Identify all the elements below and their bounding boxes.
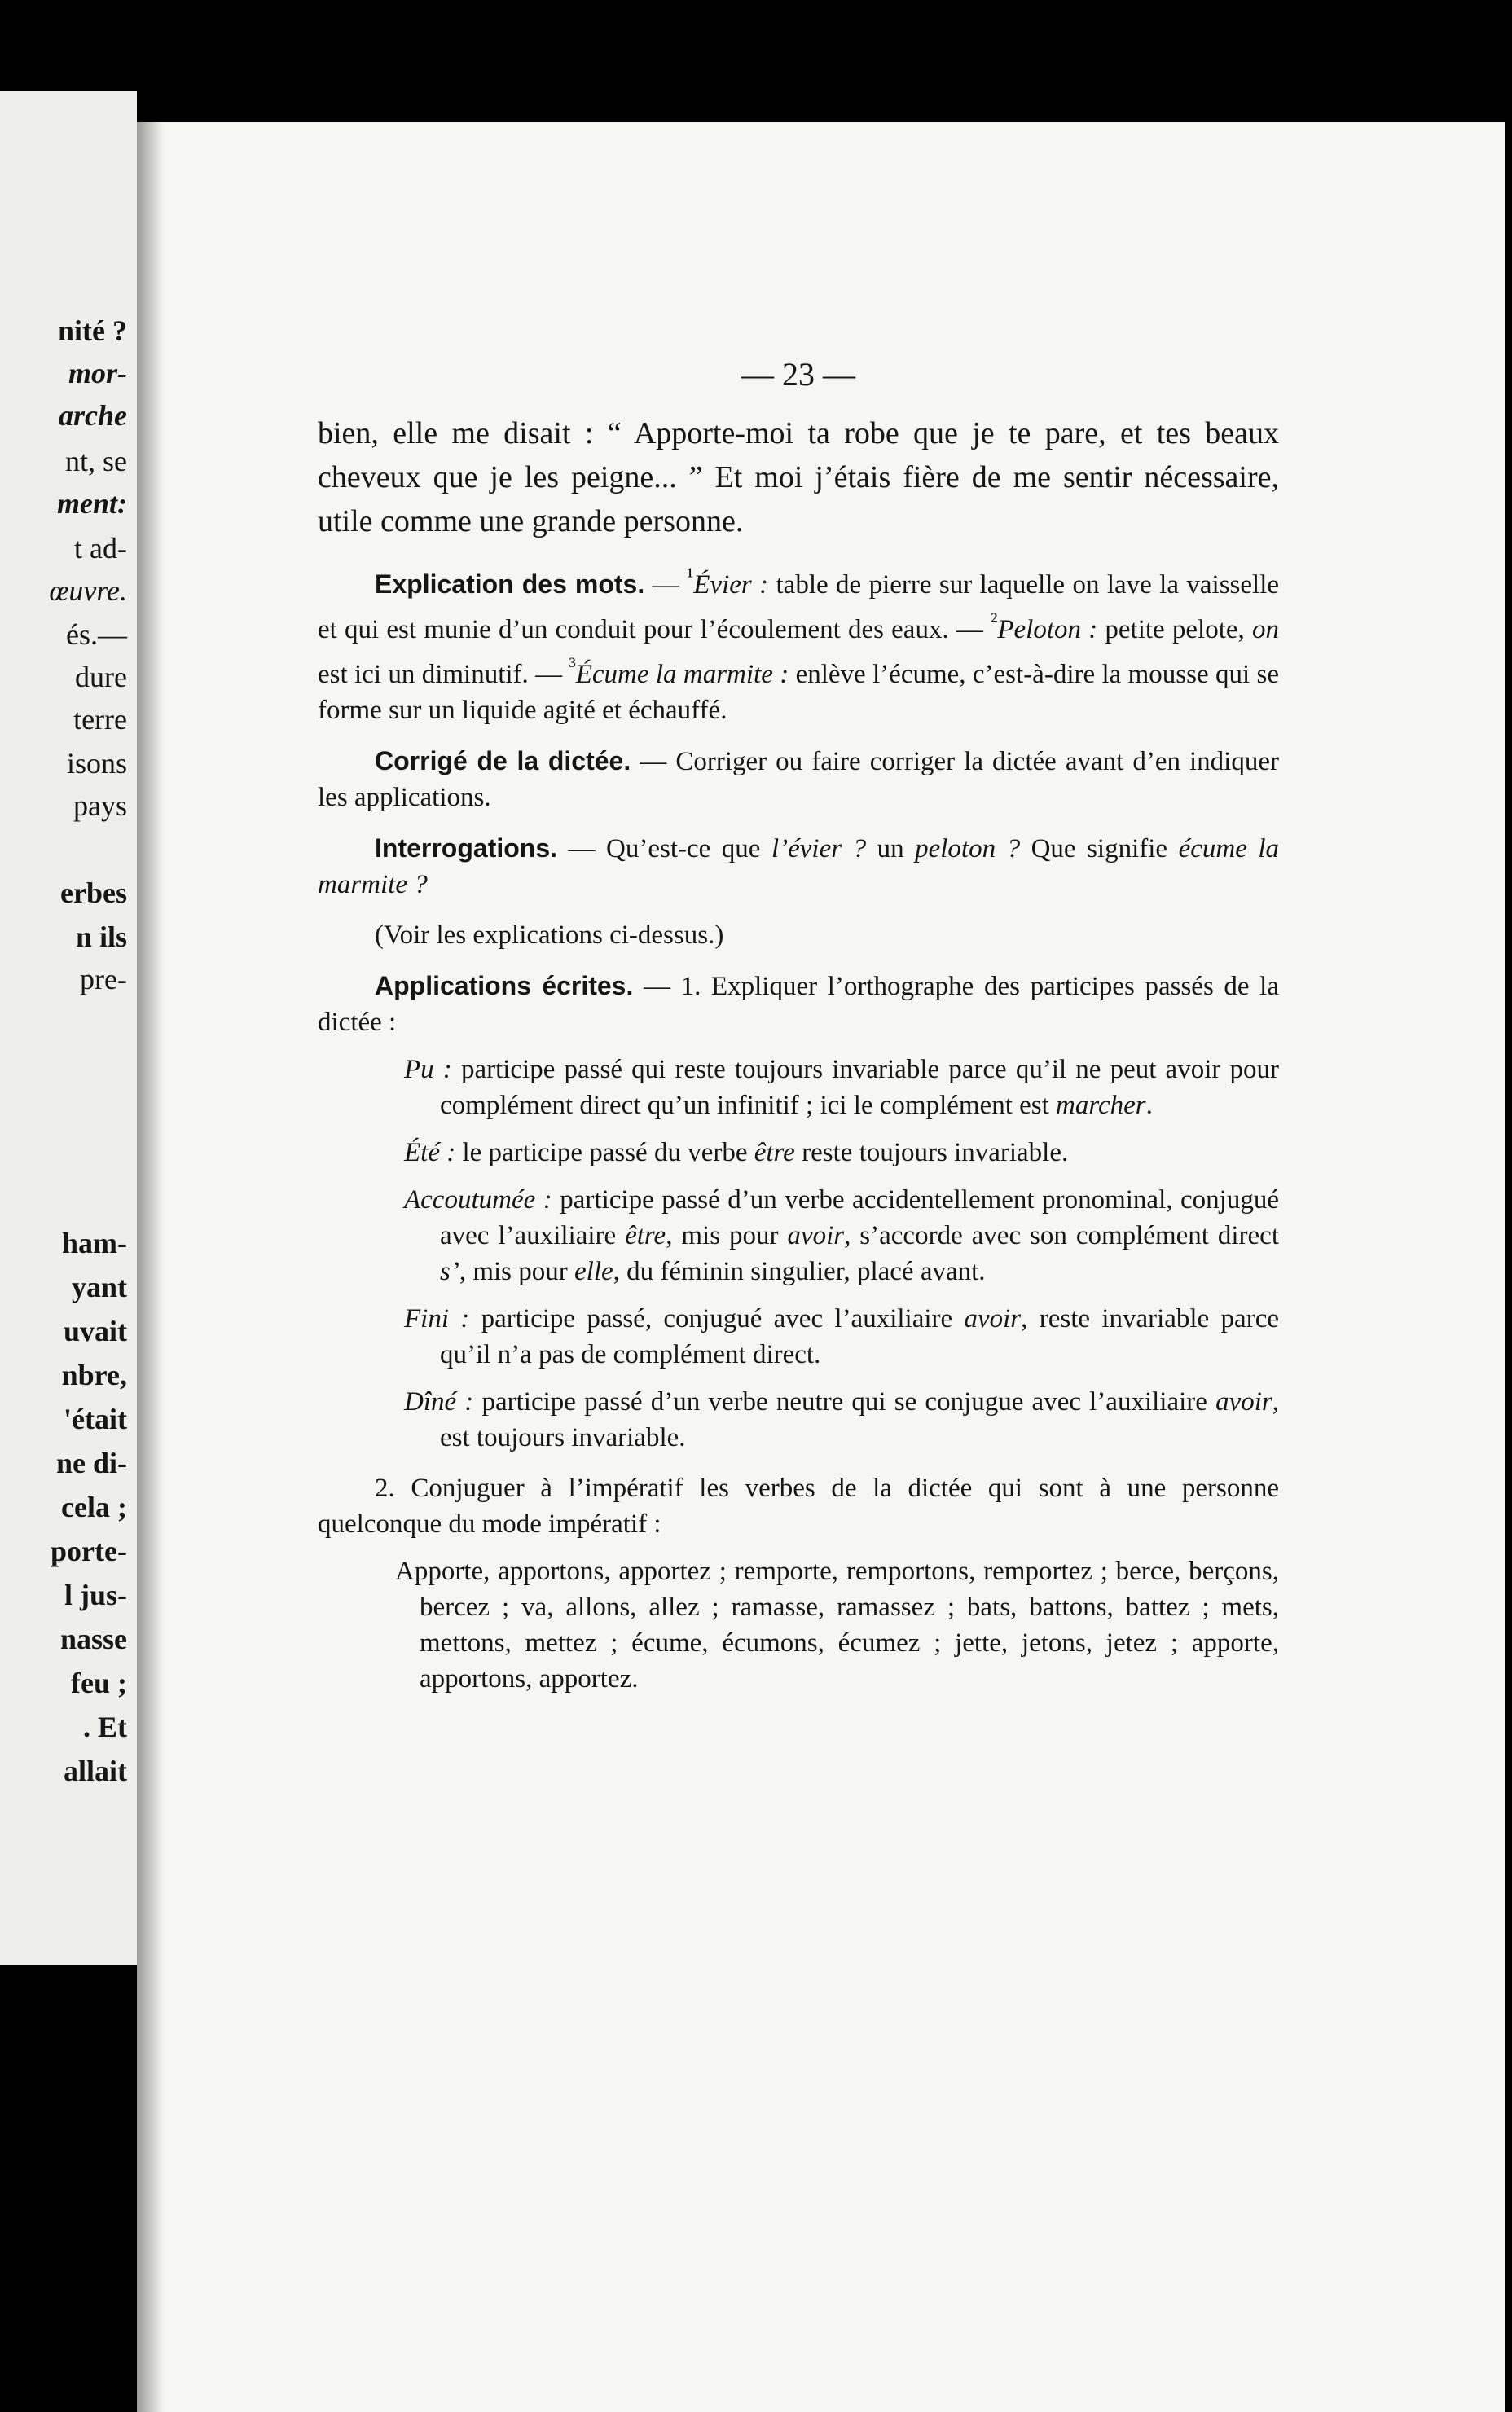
previous-page-text-fragment: porte- — [51, 1535, 127, 1567]
previous-page-text-fragment: . Et — [83, 1711, 127, 1743]
previous-page-text-fragment: t ad- — [74, 532, 127, 565]
narrative-paragraph: bien, elle me disait : “ Apporte-moi ta robe que je te pare, et tes beaux cheveux que je les peigne... ” Et moi j’étais fière de me sentir nécessaire, utile comme une grande personne. — [318, 416, 1279, 538]
previous-page-text-fragment: ham- — [62, 1227, 127, 1259]
page-number: — 23 — — [741, 356, 855, 393]
entry-term: Été : — [404, 1138, 456, 1167]
previous-page-text-fragment: pays — [73, 789, 127, 822]
entry-text: reste toujours invariable. — [794, 1138, 1069, 1167]
entry-term: elle — [574, 1257, 613, 1286]
applications-heading: Applications écrites. — [375, 971, 634, 1000]
entry-term: avoir — [1215, 1387, 1272, 1417]
previous-page-strip — [0, 91, 137, 1965]
previous-page-text-fragment: erbes — [60, 876, 127, 909]
entry-text: , s’accorde avec son complément direct — [844, 1221, 1279, 1250]
applications-intro: — 1. Expliquer l’orthographe des participes passés de la dictée : — [318, 972, 1280, 1037]
corrige-paragraph — [318, 743, 1279, 815]
question-term: l’évier ? — [771, 834, 867, 863]
entry-text: , du féminin singulier, placé avant. — [613, 1257, 986, 1286]
entry-accoutumee — [318, 1182, 1279, 1289]
entry-term: avoir — [787, 1221, 845, 1250]
previous-page-text-fragment: és.— — [66, 618, 127, 651]
entry-term: s’ — [440, 1257, 459, 1286]
previous-page-text-fragment: terre — [73, 703, 127, 736]
entry-fini — [318, 1301, 1279, 1373]
question-term: peloton ? — [915, 834, 1021, 863]
previous-page-text-fragment: dure — [75, 661, 127, 693]
voir-line: (Voir les explications ci-dessus.) — [375, 920, 724, 950]
previous-page-text-fragment: allait — [64, 1755, 127, 1787]
previous-page-text-fragment: cela ; — [61, 1491, 127, 1523]
definition: est ici un diminutif. — — [318, 660, 569, 689]
explication-paragraph — [318, 558, 1279, 728]
definition: enlève l’écume, c’est-à-dire la mousse qui se forme sur un liquide agité et échauffé. — [318, 660, 1279, 725]
entry-text: participe passé qui reste toujours invariable parce qu’il ne peut avoir pour complément direct qu’un infinitif ; ici le complément est — [440, 1055, 1279, 1120]
previous-page-text-fragment: isons — [66, 747, 127, 780]
entry-dine — [318, 1384, 1279, 1456]
book-page — [137, 122, 1505, 2412]
corrige-text: — Corriger ou faire corriger la dictée avant d’en indiquer les applications. — [318, 747, 1279, 812]
previous-page-text-fragment: œuvre. — [49, 574, 127, 607]
imperative-forms: Apporte, apportons, apportez ; remporte, remportons, remportez ; berce, berçons, bercez ; va, allons, allez ; ramasse, ramassez ; bats, battons, battez ; mets, mettons, mettez ; écume, écumons, écumez ; jette, jetons, jetez ; apporte, apportons, apportez. — [395, 1557, 1279, 1694]
entry-term: être — [625, 1221, 666, 1250]
entry-term: avoir — [964, 1304, 1022, 1333]
note-number: ¹ — [687, 563, 694, 588]
previous-page-text-fragment: l jus- — [64, 1579, 127, 1611]
previous-page-text-fragment: mor- — [68, 357, 127, 389]
entry-text: , reste invariable parce qu’il n’a pas de complément direct. — [440, 1304, 1279, 1369]
entry-term: Pu : — [404, 1055, 452, 1084]
entry-term: Accoutumée : — [404, 1185, 552, 1215]
question-term: écume la marmite ? — [318, 834, 1280, 899]
conjuguer-paragraph: 2. Conjuguer à l’impératif les verbes de la dictée qui sont à une personne quelconque du mode impératif : — [318, 1474, 1279, 1539]
previous-page-text-fragment: yant — [71, 1271, 127, 1303]
previous-page-text-fragment: uvait — [63, 1315, 127, 1347]
term: Écume la marmite : — [575, 660, 789, 689]
entry-text: , est toujours invariable. — [440, 1387, 1279, 1452]
interrogations-heading: Interrogations. — [375, 833, 558, 863]
question-text: Que signifie — [1020, 834, 1179, 863]
entry-term: être — [754, 1138, 795, 1167]
question-text: un — [866, 834, 916, 863]
previous-page-text-fragment: pre- — [80, 963, 127, 995]
note-number: ³ — [569, 652, 576, 678]
previous-page-text-fragment: ne di- — [55, 1447, 127, 1479]
entry-text: , mis pour — [459, 1257, 575, 1286]
definition: petite pelote, — [1097, 615, 1252, 644]
entry-pu — [318, 1052, 1279, 1123]
definition: table de pierre sur laquelle on lave la vaisselle et qui est munie d’un conduit pour l’écoulement des eaux. — — [318, 570, 1280, 644]
term: Évier : — [693, 570, 769, 600]
previous-page-text-fragment: n ils — [75, 920, 127, 953]
entry-term: Dîné : — [404, 1387, 474, 1417]
binding-shadow — [137, 122, 165, 2412]
previous-page-text-fragment: 'était — [64, 1403, 127, 1435]
previous-page-text-fragment: feu ; — [71, 1667, 127, 1699]
entry-text: . — [1145, 1091, 1153, 1120]
applications-paragraph — [318, 968, 1279, 1040]
term: Peloton : — [997, 615, 1098, 644]
previous-page-text-fragment: nité ? — [58, 314, 127, 347]
term: on — [1252, 615, 1279, 644]
previous-page-text-fragment: arche — [59, 399, 127, 432]
entry-text: participe passé d’un verbe neutre qui se conjugue avec l’auxiliaire — [473, 1387, 1216, 1417]
explication-heading: Explication des mots. — [375, 569, 645, 599]
interrogations-paragraph — [318, 830, 1279, 903]
note-number: ² — [991, 608, 998, 633]
separator: — — [644, 570, 688, 600]
entry-text: participe passé d’un verbe accidentellement pronominal, conjugué avec l’auxiliaire — [440, 1185, 1279, 1250]
entry-ete — [318, 1135, 1279, 1171]
entry-text: , mis pour — [666, 1221, 788, 1250]
entry-text: participe passé, conjugué avec l’auxiliaire — [469, 1304, 965, 1333]
previous-page-text-fragment: nasse — [59, 1623, 127, 1655]
previous-page-text-fragment: nt, se — [65, 445, 127, 477]
entry-term: marcher — [1056, 1091, 1146, 1120]
page-text — [318, 355, 1279, 1697]
entry-term: Fini : — [404, 1304, 470, 1333]
entry-text: le participe passé du verbe — [455, 1138, 754, 1167]
previous-page-text-fragment: nbre, — [61, 1359, 127, 1391]
corrige-heading: Corrigé de la dictée. — [375, 746, 631, 775]
previous-page-text-fragment: ment: — [57, 487, 127, 520]
question-text: — Qu’est-ce que — [557, 834, 771, 863]
